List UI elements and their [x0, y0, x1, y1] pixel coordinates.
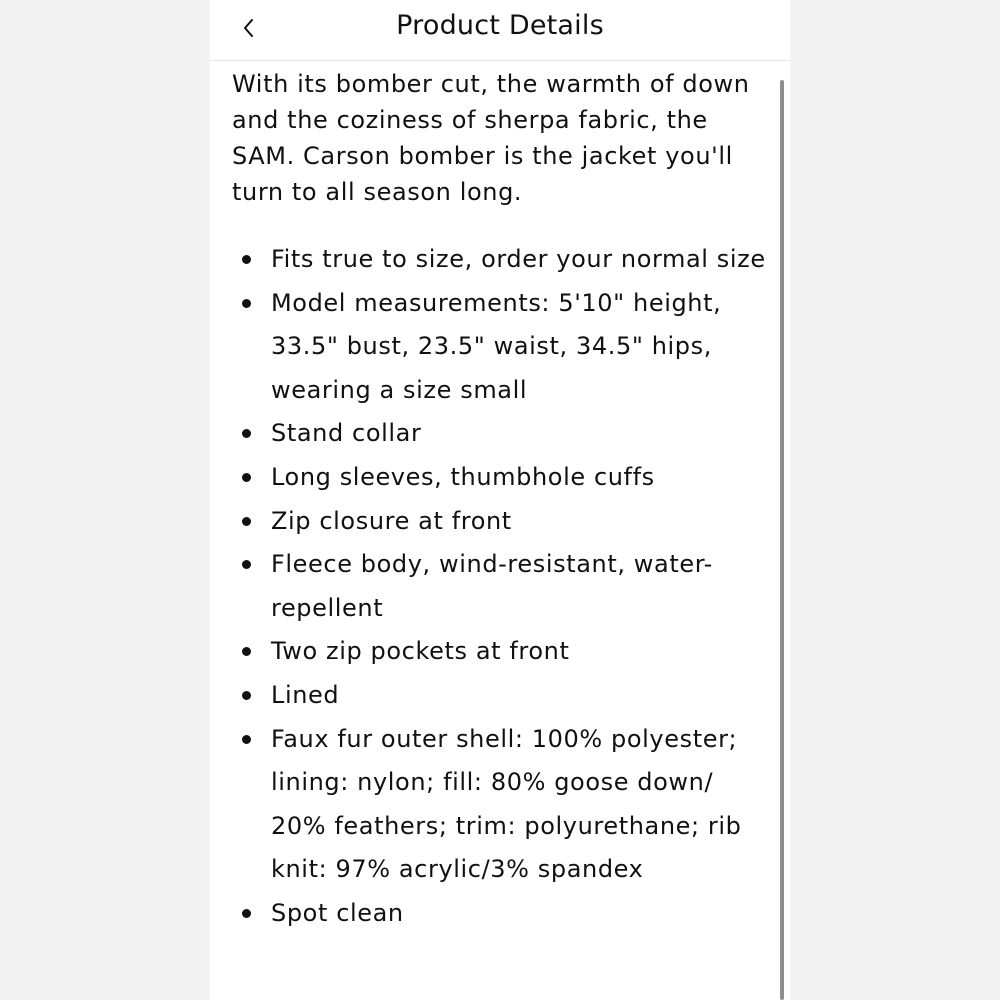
bullet-icon: [242, 299, 251, 308]
feature-text: Faux fur outer shell: 100% polyester; lining: nylon; fill: 80% goose down/ 20% feathers; trim: polyurethane; rib knit: 97% acrylic/3% spandex: [271, 724, 742, 884]
feature-text: Fits true to size, order your normal size: [271, 245, 766, 273]
feature-text: Model measurements: 5'10" height, 33.5" bust, 23.5" waist, 34.5" hips, wearing a size small: [271, 288, 722, 404]
feature-text: Stand collar: [271, 419, 422, 448]
bullet-icon: [242, 735, 251, 744]
left-background: [0, 0, 210, 1000]
feature-text: Lined: [271, 680, 340, 709]
list-item: [232, 412, 772, 456]
feature-text: Two zip pockets at front: [271, 637, 570, 666]
list-item: [232, 892, 772, 936]
scrollbar[interactable]: [780, 80, 784, 1000]
list-item: [232, 500, 772, 544]
page-title: Product Details: [396, 10, 604, 41]
list-item: [232, 674, 772, 718]
product-description-content: [232, 66, 772, 936]
chevron-left-icon: [241, 16, 255, 40]
feature-text: Long sleeves, thumbhole cuffs: [271, 462, 655, 491]
back-button[interactable]: [228, 6, 268, 50]
bullet-icon: [242, 517, 251, 526]
bullet-icon: [242, 647, 251, 656]
list-item: [232, 238, 772, 282]
list-item: [232, 630, 772, 674]
list-item: [232, 282, 772, 413]
product-description: With its bomber cut, the warmth of down and the coziness of sherpa fabric, the SAM. Carson bomber is the jacket you'll turn to all season long.: [232, 70, 750, 206]
bullet-icon: [242, 691, 251, 700]
bullet-icon: [242, 473, 251, 482]
list-item: [232, 718, 772, 892]
product-details-panel: [210, 0, 790, 1000]
list-item: [232, 543, 772, 630]
list-item: [232, 456, 772, 500]
feature-text: Zip closure at front: [271, 506, 512, 535]
header-bar: [210, 0, 790, 61]
bullet-icon: [242, 255, 251, 264]
feature-text: Fleece body, wind-resistant, water-repellent: [271, 550, 713, 622]
feature-text: Spot clean: [271, 898, 404, 927]
bullet-icon: [242, 909, 251, 918]
bullet-icon: [242, 560, 251, 569]
bullet-icon: [242, 429, 251, 438]
feature-list: [232, 238, 772, 936]
right-background: [790, 0, 1000, 1000]
